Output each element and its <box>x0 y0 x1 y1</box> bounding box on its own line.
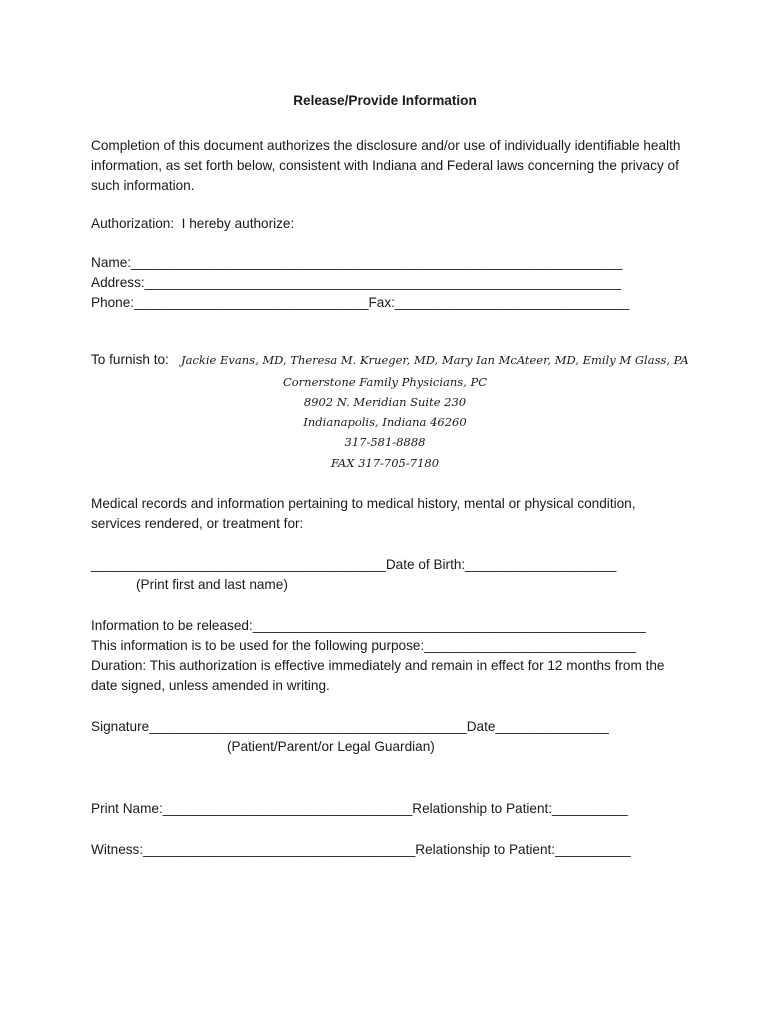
duration-paragraph: Duration: This authorization is effective immediately and remain in effect for 12 months from the date signed, unless amended in writing. <box>91 658 665 693</box>
purpose-field[interactable]: This information is to be used for the following purpose:____________________________ <box>91 638 636 653</box>
provider-street: 8902 N. Meridian Suite 230 <box>303 395 467 409</box>
provider-physicians: Jackie Evans, MD, Theresa M. Krueger, MD, Mary Ian McAteer, MD, Emily M Glass, PA <box>181 353 689 367</box>
records-paragraph: Medical records and information pertaining to medical history, mental or physical condition, services rendered, or treatment for: <box>91 496 636 531</box>
provider-fax: FAX 317-705-7180 <box>330 456 440 470</box>
patient-name-dob-field[interactable]: _______________________________________Date of Birth:____________________ <box>91 557 617 572</box>
signature-note: (Patient/Parent/or Legal Guardian) <box>227 739 435 754</box>
address-field[interactable]: Address:_______________________________________________________________ <box>91 275 621 290</box>
phone-fax-field[interactable]: Phone:_______________________________Fax:_______________________________ <box>91 295 630 310</box>
authorization-label: Authorization: I hereby authorize: <box>91 216 295 231</box>
signature-field[interactable]: Signature__________________________________________Date_______________ <box>91 719 609 734</box>
name-field[interactable]: Name:_________________________________________________________________ <box>91 255 623 270</box>
info-released-field[interactable]: Information to be released:____________________________________________________ <box>91 618 646 633</box>
patient-name-note: (Print first and last name) <box>136 577 288 592</box>
document-title: Release/Provide Information <box>293 93 477 108</box>
print-name-field[interactable]: Print Name:_________________________________Relationship to Patient:__________ <box>91 801 628 816</box>
witness-field[interactable]: Witness:____________________________________Relationship to Patient:__________ <box>91 842 631 857</box>
provider-practice: Cornerstone Family Physicians, PC <box>282 375 488 389</box>
furnish-label: To furnish to: <box>91 352 169 367</box>
intro-paragraph: Completion of this document authorizes the disclosure and/or use of individually identifiable health information, as set forth below, consistent with Indiana and Federal laws concerning the privacy of such information. <box>91 138 681 193</box>
provider-phone: 317-581-8888 <box>344 435 426 449</box>
provider-city: Indianapolis, Indiana 46260 <box>303 415 467 429</box>
